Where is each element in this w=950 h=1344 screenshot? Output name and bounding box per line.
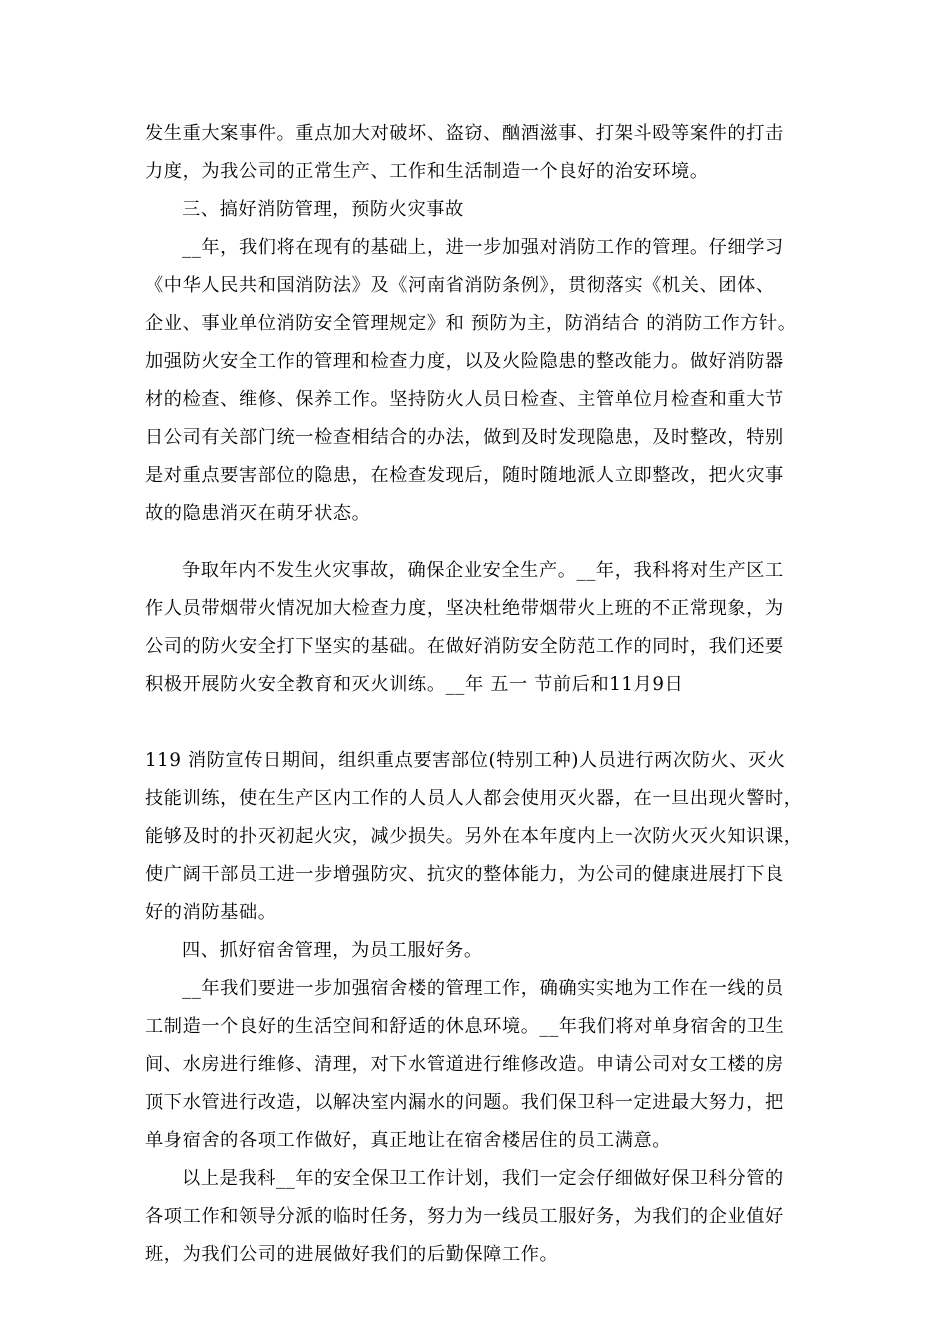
text-line: 积极开展防火安全教育和灭火训练。__年 五一 节前后和11月9日 (145, 674, 684, 695)
text-line: 故的隐患消灭在萌牙状态。 (145, 503, 371, 524)
text-line: 好的消防基础。 (145, 902, 277, 923)
text-line: 公司的防火安全打下坚实的基础。在做好消防安全防范工作的同时，我们还要 (145, 636, 784, 657)
text-line: __年，我们将在现有的基础上，进一步加强对消防工作的管理。仔细学习 (182, 237, 784, 258)
text-line: 《中华人民共和国消防法》及《河南省消防条例》，贯彻落实《机关、团体、 (145, 275, 775, 296)
text-line: 发生重大案事件。重点加大对破坏、盗窃、酗酒滋事、打架斗殴等案件的打击 (145, 123, 784, 144)
text-line: 材的检查、维修、保养工作。坚持防火人员日检查、主管单位月检查和重大节 (145, 389, 784, 410)
text-line: 争取年内不发生火灾事故，确保企业安全生产。__年，我科将对生产区工 (182, 560, 784, 581)
text-line: 班，为我们公司的进展做好我们的后勤保障工作。 (145, 1244, 559, 1265)
text-line: 企业、事业单位消防安全管理规定》和 预防为主，防消结合 的消防工作方针。 (145, 313, 797, 334)
text-line: 加强防火安全工作的管理和检查力度，以及火险隐患的整改能力。做好消防器 (145, 351, 784, 372)
text-line: 力度，为我公司的正常生产、工作和生活制造一个良好的治安环境。 (145, 161, 709, 182)
section-heading: 四、抓好宿舍管理，为员工服好务。 (182, 940, 483, 961)
text-line: 顶下水管进行改造，以解决室内漏水的问题。我们保卫科一定进最大努力，把 (145, 1092, 784, 1113)
text-line: 单身宿舍的各项工作做好，真正地让在宿舍楼居住的员工满意。 (145, 1130, 672, 1151)
text-line: __年我们要进一步加强宿舍楼的管理工作，确确实实地为工作在一线的员 (182, 978, 784, 999)
text-line: 作人员带烟带火情况加大检查力度，坚决杜绝带烟带火上班的不正常现象，为 (145, 598, 784, 619)
section-heading: 三、搞好消防管理，预防火灾事故 (182, 199, 464, 220)
text-line: 使广阔干部员工进一步增强防灾、抗灾的整体能力，为公司的健康进展打下良 (145, 864, 784, 885)
text-line: 日公司有关部门统一检查相结合的办法，做到及时发现隐患，及时整改，特别 (145, 427, 784, 448)
text-line: 工制造一个良好的生活空间和舒适的休息环境。__年我们将对单身宿舍的卫生 (145, 1016, 785, 1037)
text-line: 能够及时的扑灭初起火灾，减少损失。另外在本年度内上一次防火灭火知识课， (145, 826, 803, 847)
text-line: 以上是我科__年的安全保卫工作计划，我们一定会仔细做好保卫科分管的 (182, 1168, 784, 1189)
text-line: 是对重点要害部位的隐患，在检查发现后，随时随地派人立即整改，把火灾事 (145, 465, 784, 486)
text-line: 间、水房进行维修、清理，对下水管道进行维修改造。申请公司对女工楼的房 (145, 1054, 784, 1075)
text-line: 119 消防宣传日期间，组织重点要害部位(特别工种)人员进行两次防火、灭火 (145, 750, 786, 771)
text-line: 技能训练，使在生产区内工作的人员人人都会使用灭火器，在一旦出现火警时， (145, 788, 803, 809)
text-line: 各项工作和领导分派的临时任务，努力为一线员工服好务，为我们的企业值好 (145, 1206, 784, 1227)
